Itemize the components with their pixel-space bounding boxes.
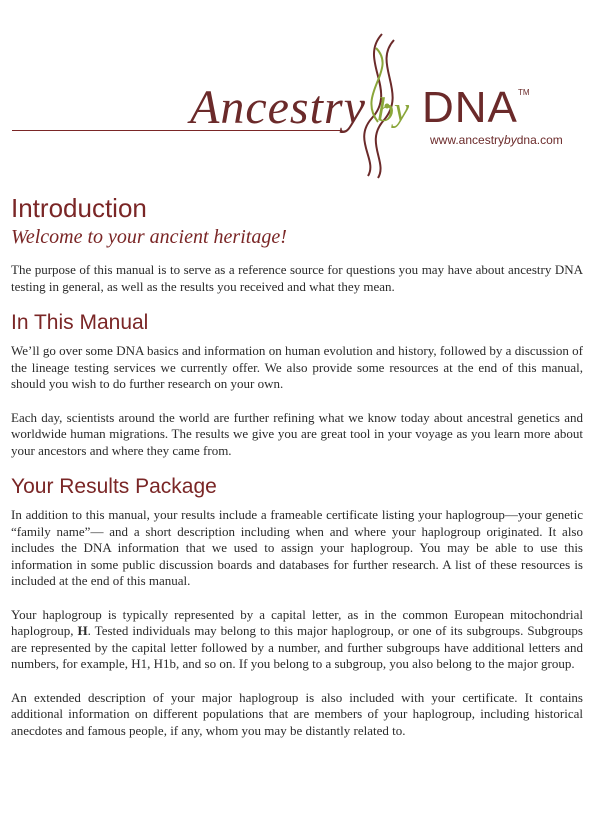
haplogroup-example: H: [77, 623, 88, 638]
manual-paragraph-2: Each day, scientists around the world are further refining what we know today about ancestral genetics and worldwide human migrations. The results we give you are great tool in your voyage as you learn more about your ancestors and where they came from.: [11, 409, 583, 458]
url-by: by: [504, 133, 517, 147]
results-p2-text-a: Your haplogroup is typically represented by a capital letter, as in the common European mitochondrial haplogroup,: [11, 606, 583, 638]
logo-ancestry: Ancestry: [190, 81, 366, 134]
results-p2-text-b: . Tested individuals may belong to this major haplogroup, or one of its subgroups. Subgroups are represented by the capital letter followed by a number, and further subgroups have additional letters and numbers, for example, H1, H1b, and so on. If you belong to a subgroup, you also belong to the major group.: [11, 623, 583, 671]
section-heading-results: Your Results Package: [11, 475, 217, 498]
url-prefix: www.ancestry: [430, 133, 505, 147]
website-link[interactable]: [430, 133, 563, 147]
manual-paragraph-1: We’ll go over some DNA basics and information on human evolution and history, followed by a discussion of the lineage testing services we currently offer. We also provide some resources at the end of this manual, should you wish to do further research on your own.: [11, 343, 583, 391]
results-paragraph-3: An extended description of your major haplogroup is also included with your certificate. It contains additional information on different populations that are members of your haplogroup, including historical anecdotes and famous people, if any, whom you may be distantly related to.: [11, 689, 583, 738]
page-title: Introduction: [11, 193, 147, 223]
page-header: [0, 0, 600, 190]
logo-dna: DNA: [422, 83, 518, 132]
url-suffix: dna.com: [516, 133, 563, 147]
intro-paragraph: The purpose of this manual is to serve as a reference source for questions you may have about ancestry DNA testing in general, as well as the results you received and what they mean.: [11, 262, 583, 294]
trademark-mark: TM: [518, 88, 530, 97]
results-paragraph-2: [11, 607, 583, 673]
section-heading-manual: In This Manual: [11, 311, 149, 334]
page-subtitle: Welcome to your ancient heritage!: [11, 226, 287, 248]
results-paragraph-1: In addition to this manual, your results include a frameable certificate listing your haplogroup—your genetic “family name”— and a short description including when and where your haplogroup originated. It also includes the DNA information that we used to assign your haplogroup. You may be able to use this information in some public discussion boards and databases for further research. A list of these resources is included at the end of this manual.: [11, 507, 583, 588]
document-body: [11, 192, 583, 739]
logo-by: by: [377, 92, 410, 129]
